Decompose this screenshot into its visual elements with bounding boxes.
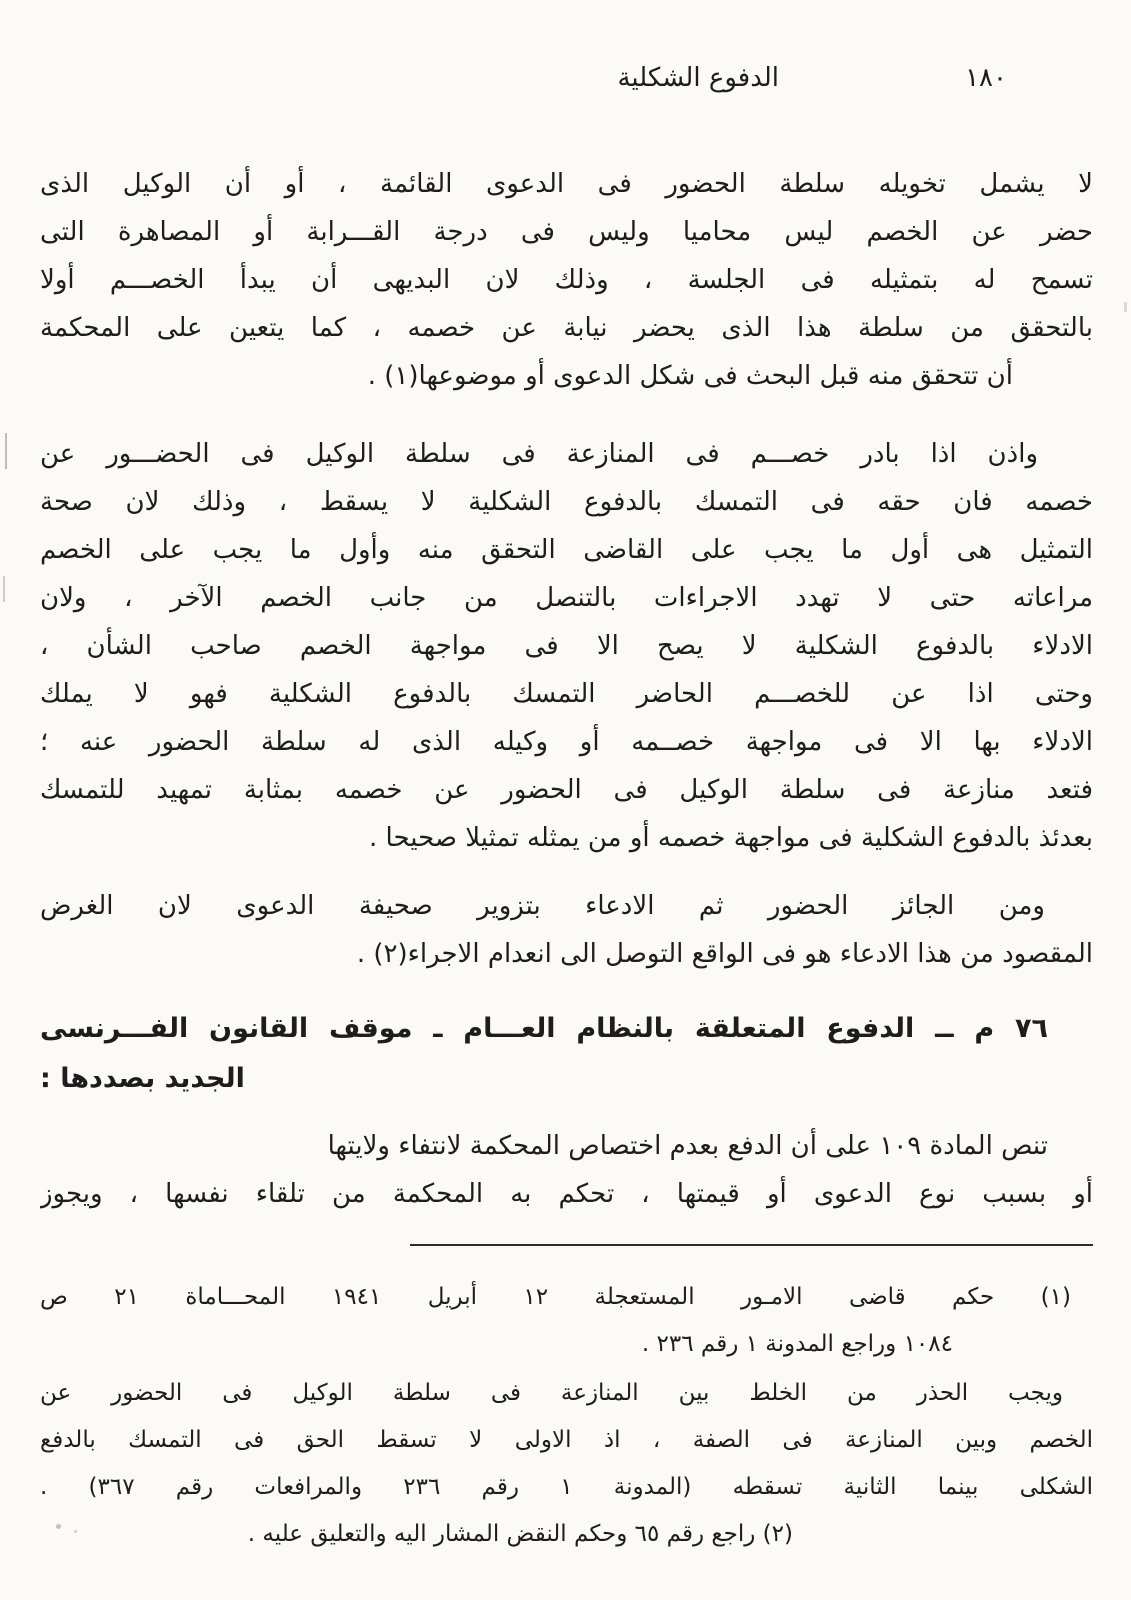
text-line: الادلاء بالدفوع الشكلية لا يصح الا فى مواجهة الخصم صاحب الشأن ، xyxy=(40,631,1093,661)
running-header xyxy=(40,58,1093,102)
text-line: الجديد بصددها : xyxy=(40,1063,245,1094)
text-line: فتعد منازعة فى سلطة الوكيل فى الحضور عن خصمه بمثابة تمهيد للتمسك xyxy=(40,775,1093,805)
text-line: ١٠٨٤ وراجع المدونة ١ رقم ٢٣٦ . xyxy=(641,1331,953,1357)
footnote xyxy=(40,1511,1093,1558)
text-line: التمثيل هى أول ما يجب على القاضى التحقق منه وأول ما يجب على الخصم xyxy=(40,535,1093,565)
footnote xyxy=(40,1274,1093,1368)
text-line: تسمح له بتمثيله فى الجلسة ، وذلك لان البديهى أن يبدأ الخصـــم أولا xyxy=(40,265,1093,295)
text-line: الخصم وبين المنازعة فى الصفة ، اذ الاولى لا تسقط الحق فى التمسك بالدفع xyxy=(40,1427,1093,1453)
text-line: وحتى اذا عن للخصـــم الحاضر التمسك بالدفوع الشكلية فهو لا يملك xyxy=(40,679,1093,709)
text-line: خصمه فان حقه فى التمسك بالدفوع الشكلية لا يسقط ، وذلك لان صحة xyxy=(40,487,1093,517)
text-line: أو بسبب نوع الدعوى أو قيمتها ، تحكم به المحكمة من تلقاء نفسها ، ويجوز xyxy=(40,1179,1093,1209)
text-line: بعدئذ بالدفوع الشكلية فى مواجهة خصمه أو من يمثله تمثيلا صحيحا . xyxy=(369,823,1093,853)
scan-artifact xyxy=(74,1530,77,1533)
text-line: المقصود من هذا الادعاء هو فى الواقع التوصل الى انعدام الاجراء(٢) . xyxy=(356,939,1093,969)
footnote xyxy=(40,1370,1093,1511)
scan-artifact xyxy=(56,1524,61,1529)
paragraph xyxy=(40,882,1093,978)
text-line: ٧٦ م ــ الدفوع المتعلقة بالنظام العـــام ـ موقف القانون الفـــرنسى xyxy=(40,1013,1048,1044)
chapter-title: الدفوع الشكلية xyxy=(617,63,779,93)
section-heading xyxy=(40,1004,1093,1104)
paragraph xyxy=(40,1122,1093,1218)
text-line: تنص المادة ١٠٩ على أن الدفع بعدم اختصاص المحكمة لانتفاء ولايتها xyxy=(327,1131,1048,1161)
page-number: ١٨٠ xyxy=(965,63,1007,93)
footnote-separator-line xyxy=(410,1244,1093,1246)
text-line: (٢) راجع رقم ٦٥ وحكم النقض المشار اليه والتعليق عليه . xyxy=(247,1521,793,1547)
text-line: لا يشمل تخويله سلطة الحضور فى الدعوى القائمة ، أو أن الوكيل الذى xyxy=(40,169,1093,199)
text-line: الادلاء بها الا فى مواجهة خصــمه أو وكيله الذى له سلطة الحضور عنه ؛ xyxy=(40,727,1093,757)
text-line: بالتحقق من سلطة هذا الذى يحضر نيابة عن خصمه ، كما يتعين على المحكمة xyxy=(40,313,1093,343)
text-line: الشكلى بينما الثانية تسقطه (المدونة ١ رقم ٢٣٦ والمرافعات رقم ٣٦٧) . xyxy=(40,1474,1093,1500)
text-line: ومن الجائز الحضور ثم الادعاء بتزوير صحيفة الدعوى لان الغرض xyxy=(40,891,1045,921)
text-line: واذن اذا بادر خصـــم فى المنازعة فى سلطة الوكيل فى الحضـــور عن xyxy=(40,439,1038,469)
scan-artifact xyxy=(1124,302,1127,312)
text-line: أن تتحقق منه قبل البحث فى شكل الدعوى أو موضوعها(١) . xyxy=(367,361,1013,391)
text-line: مراعاته حتى لا تهدد الاجراءات بالتنصل من جانب الخصم الآخر ، ولان xyxy=(40,583,1093,613)
scan-artifact xyxy=(5,433,7,469)
scan-artifact xyxy=(3,576,5,602)
text-line: ويجب الحذر من الخلط بين المنازعة فى سلطة الوكيل فى الحضور عن xyxy=(40,1380,1063,1406)
text-line: (١) حكم قاضى الامـور المستعجلة ١٢ أبريل ١٩٤١ المحـــاماة ٢١ ص xyxy=(40,1284,1071,1310)
text-line: حضر عن الخصم ليس محاميا وليس فى درجة القـــرابة أو المصاهرة التى xyxy=(40,217,1093,247)
paragraph xyxy=(40,430,1093,862)
paragraph xyxy=(40,160,1093,400)
